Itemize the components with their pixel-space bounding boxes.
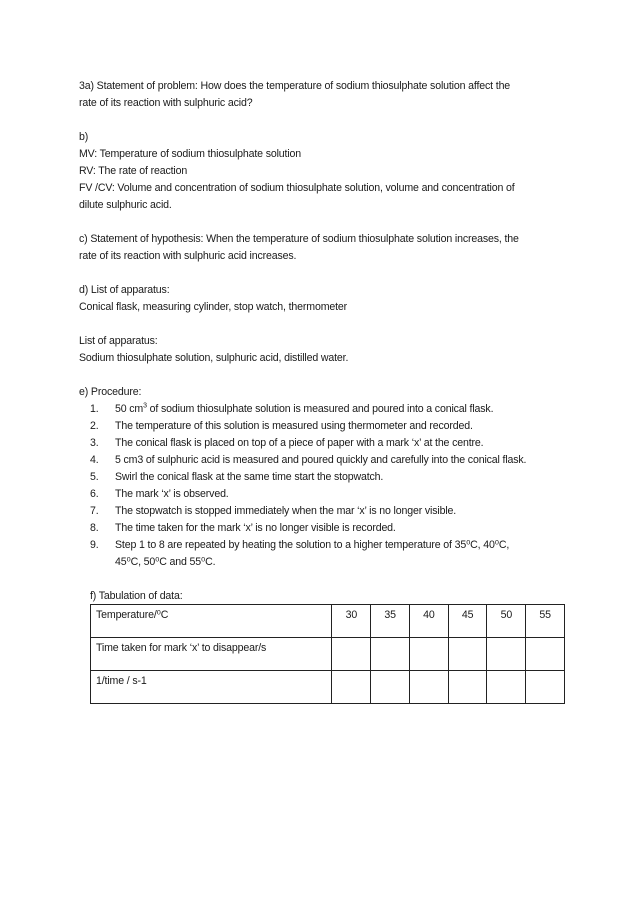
table-cell [409,671,448,704]
apparatus-list: Conical flask, measuring cylinder, stop watch, thermometer [79,301,348,313]
fixed-variable-line-1: FV /CV: Volume and concentration of sodium thiosulphate solution, volume and concentration of [79,182,515,194]
table-cell [448,671,487,704]
table-cell [487,638,526,671]
step-text: Swirl the conical flask at the same time start the stopwatch. [115,471,384,483]
table-cell [487,671,526,704]
step-number: 5. [90,471,99,483]
tabulation-heading: f) Tabulation of data: [90,590,183,602]
hypothesis-line-2: rate of its reaction with sulphuric acid increases. [79,250,297,262]
table-cell [332,671,371,704]
step-text: 5 cm3 of sulphuric acid is measured and poured quickly and carefully into the conical flask. [115,454,527,466]
procedure-step [79,503,559,520]
responding-variable: RV: The rate of reaction [79,165,188,177]
table-row-label: Time taken for mark ‘x’ to disappear/s [91,638,332,671]
manipulated-variable: MV: Temperature of sodium thiosulphate solution [79,148,302,160]
hypothesis-line-1: c) Statement of hypothesis: When the temperature of sodium thiosulphate solution increases, the [79,233,519,245]
procedure-step [79,418,559,435]
materials-list: Sodium thiosulphate solution, sulphuric acid, distilled water. [79,352,349,364]
table-cell: 50 [487,605,526,638]
table-cell [332,638,371,671]
step-text: The time taken for the mark ‘x’ is no longer visible is recorded. [115,522,396,534]
table-cell: 35 [371,605,410,638]
procedure-step [79,401,559,418]
apparatus-heading: d) List of apparatus: [79,284,170,296]
materials-heading: List of apparatus: [79,335,158,347]
procedure-step [79,469,559,486]
document-body [79,78,559,605]
step-number: 9. [90,539,99,551]
table-cell [526,638,565,671]
data-table [90,604,565,704]
table-cell [371,671,410,704]
step-number: 7. [90,505,99,517]
procedure-step [79,520,559,537]
table-cell: 40 [409,605,448,638]
table-cell: 55 [526,605,565,638]
step-text: The conical flask is placed on top of a piece of paper with a mark ‘x’ at the centre. [115,437,484,449]
table-cell: 45 [448,605,487,638]
table-cell [526,671,565,704]
table-cell: 30 [332,605,371,638]
procedure-heading: e) Procedure: [79,386,142,398]
step-number: 1. [90,403,99,415]
table-row [91,605,565,638]
step-text: 50 cm [115,403,144,415]
step-text: The mark ‘x’ is observed. [115,488,229,500]
table-row-label: 1/time / s-1 [91,671,332,704]
table-cell [409,638,448,671]
step-number: 6. [90,488,99,500]
superscript: 3 [143,402,147,410]
step-number: 2. [90,420,99,432]
step-text: The stopwatch is stopped immediately when the mar ‘x’ is no longer visible. [115,505,457,517]
table-row [91,671,565,704]
step-number: 3. [90,437,99,449]
procedure-step [79,435,559,452]
step-text-line-2: 45⁰C, 50⁰C and 55⁰C. [115,556,216,568]
table-cell [448,638,487,671]
step-number: 4. [90,454,99,466]
procedure-step [79,537,559,571]
step-text: The temperature of this solution is measured using thermometer and recorded. [115,420,473,432]
step-number: 8. [90,522,99,534]
table-row [91,638,565,671]
step-text: of sodium thiosulphate solution is measured and poured into a conical flask. [146,403,494,415]
fixed-variable-line-2: dilute sulphuric acid. [79,199,172,211]
procedure-step [79,452,559,469]
variables-heading: b) [79,131,89,143]
problem-statement-line-1: 3a) Statement of problem: How does the temperature of sodium thiosulphate solution affect the [79,80,511,92]
procedure-list [79,401,559,571]
procedure-step [79,486,559,503]
table-row-label: Temperature/⁰C [91,605,332,638]
table-cell [371,638,410,671]
problem-statement-line-2: rate of its reaction with sulphuric acid? [79,97,253,109]
step-text-line-1: Step 1 to 8 are repeated by heating the solution to a higher temperature of 35⁰C, 40⁰C, [115,539,510,551]
